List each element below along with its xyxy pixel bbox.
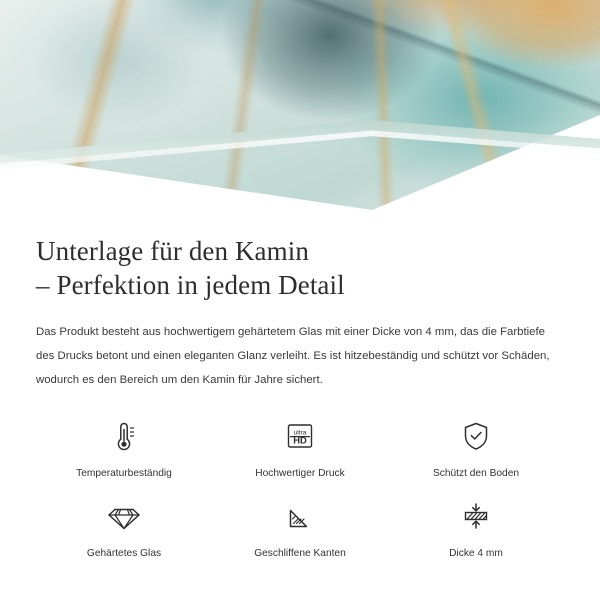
feature-label: Schützt den Boden — [432, 468, 520, 479]
hero-image — [0, 0, 600, 212]
feature-label: Temperaturbeständig — [76, 468, 172, 479]
feature-item-thickness — [388, 494, 564, 560]
ultra-hd-icon — [279, 414, 321, 458]
diamond-icon — [102, 494, 146, 538]
feature-label: Gehärtetes Glas — [86, 548, 162, 559]
thermometer-icon — [104, 414, 144, 458]
page-title-line-2: – Perfektion in jedem Detail — [36, 270, 345, 300]
feature-label: Geschliffene Kanten — [254, 548, 346, 559]
page-title-line-1: Unterlage für den Kamin — [36, 236, 309, 266]
feature-label: Dicke 4 mm — [449, 548, 503, 559]
feature-label: Hochwertiger Druck — [255, 468, 345, 479]
svg-text:HD: HD — [293, 434, 307, 446]
sparkle-large-icon — [522, 158, 568, 204]
shield-check-icon — [456, 414, 496, 458]
page-title — [36, 234, 564, 302]
feature-item-temperature — [36, 414, 212, 480]
sparkle-small-icon — [557, 185, 586, 212]
thickness-icon — [456, 494, 496, 538]
gold-veins-overlay — [0, 0, 600, 210]
svg-text:ultra: ultra — [293, 429, 307, 437]
feature-grid — [36, 414, 564, 560]
feature-item-polished-edges — [212, 494, 388, 560]
feature-item-print-quality — [212, 414, 388, 480]
content-section — [0, 234, 600, 560]
product-description: Das Produkt besteht aus hochwertigem gehärtetem Glas mit einer Dicke von 4 mm, das die Farbtiefe des Drucks betont und einen eleganten Glanz verleiht. Es ist hitzebeständig und schützt vor Schäden, wodurch es den Bereich um den Kamin für Jahre sichert. — [36, 326, 550, 386]
feature-item-tempered-glass — [36, 494, 212, 560]
polished-edges-icon — [280, 494, 320, 538]
feature-item-floor-protection — [388, 414, 564, 480]
